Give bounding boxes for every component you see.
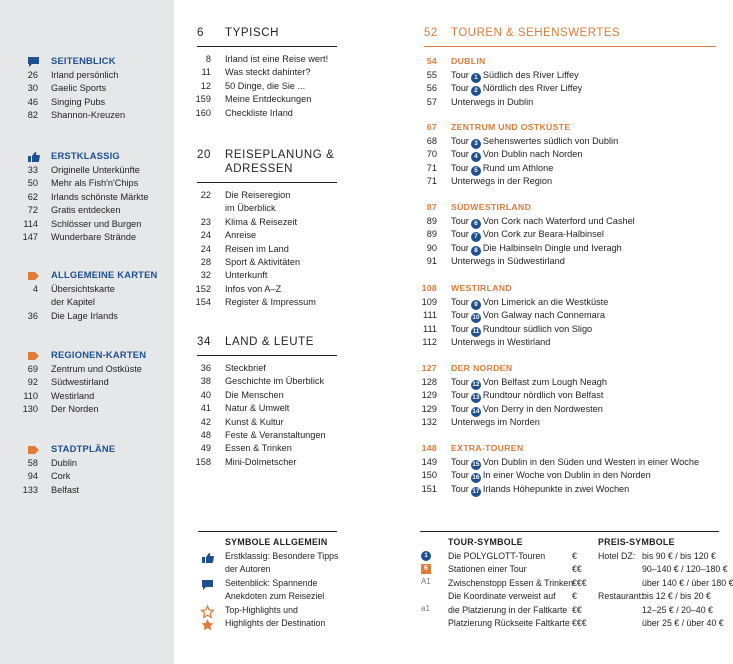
tour-item[interactable]: [451, 456, 699, 470]
tour-label: Unterwegs in Südwestirland: [451, 256, 565, 267]
chapter-page-number: 6: [197, 27, 204, 39]
region-page-number: 87: [426, 202, 437, 212]
price-euro-symbol: €€€: [572, 577, 587, 588]
tour-page-number: 150: [421, 470, 437, 481]
tour-label: Von Dublin nach Norden: [482, 149, 583, 160]
toc-item-label[interactable]: Natur & Umwelt: [225, 403, 290, 414]
arrow-flag-icon: [27, 350, 40, 364]
toc-item-label[interactable]: Die Menschen: [225, 389, 284, 400]
sidebar-page-number: 130: [22, 404, 38, 415]
toc-page-number: 41: [200, 403, 211, 414]
tour-label: Von Galway nach Connemara: [482, 310, 605, 321]
toc-page-number: 154: [195, 297, 211, 308]
legend-tour-text: Stationen einer Tour: [448, 564, 527, 575]
toc-item-label[interactable]: im Überblick: [225, 203, 276, 214]
sidebar-item-label[interactable]: Wunderbare Strände: [51, 232, 137, 242]
region-name: WESTIRLAND: [451, 283, 512, 293]
tour-label: Südlich des River Liffey: [482, 70, 579, 80]
toc-item-label[interactable]: Anreise: [225, 230, 257, 241]
tour-page-number: 57: [426, 96, 437, 107]
tour-number-badge: 11: [472, 327, 480, 335]
tour-page-number: 129: [421, 390, 437, 401]
sidebar-item-label[interactable]: Gratis entdecken: [51, 205, 121, 216]
tour-symbol-badge: 1: [421, 551, 431, 561]
tour-page-number: 111: [423, 323, 437, 334]
toc-item-label[interactable]: Irland ist eine Reise wert!: [225, 54, 329, 64]
tour-word: Tour: [451, 297, 469, 307]
tour-item[interactable]: [451, 96, 533, 109]
tour-number-badge: 12: [472, 381, 480, 388]
sidebar-page-number: 69: [27, 364, 38, 374]
toc-item-label[interactable]: Meine Entdeckungen: [225, 94, 312, 105]
coordinate-symbol: a1: [421, 603, 430, 613]
sidebar-page-number: 133: [22, 484, 38, 495]
toc-item-label[interactable]: Reisen im Land: [225, 243, 289, 254]
toc-page-number: 158: [195, 456, 211, 467]
price-category: Hotel DZ:: [598, 551, 636, 561]
tour-item[interactable]: [451, 483, 629, 497]
tour-page-number: 128: [421, 377, 437, 387]
thumbs-up-icon: [201, 551, 214, 569]
legend-tour-heading: TOUR-SYMBOLE: [448, 537, 523, 547]
toc-item-label[interactable]: Sport & Aktivitäten: [225, 257, 301, 267]
tour-page-number: 55: [426, 70, 437, 80]
tour-item[interactable]: [451, 148, 582, 162]
tour-word: Tour: [451, 403, 469, 414]
sidebar-page-number: 58: [27, 458, 38, 468]
tour-label: Irlands Höhepunkte in zwei Wochen: [482, 483, 630, 494]
tour-label: Unterwegs in Westirland: [451, 337, 551, 348]
legend-rule: [420, 531, 719, 532]
tour-page-number: 89: [426, 229, 437, 240]
speech-bubble-icon: [27, 56, 40, 70]
sidebar-item-label[interactable]: Singing Pubs: [51, 96, 106, 107]
sidebar-page-number: 30: [27, 83, 38, 94]
tour-page-number: 129: [421, 403, 437, 414]
sidebar-item-label[interactable]: Dublin: [51, 458, 78, 468]
legend-general-text: Seitenblick: Spannende: [225, 577, 318, 588]
tour-item[interactable]: [451, 175, 552, 188]
tour-page-number: 111: [423, 310, 437, 321]
region-page-number: 67: [426, 122, 437, 132]
region-name: ZENTRUM UND OSTKÜSTE: [451, 122, 571, 132]
tour-item[interactable]: [451, 296, 608, 310]
sidebar-section-heading: [51, 349, 146, 360]
tour-item[interactable]: [451, 82, 582, 96]
region-page-number: 108: [421, 283, 437, 293]
tour-label: Von Cork zur Beara-Halbinsel: [482, 229, 604, 240]
chapter-heading: [197, 26, 279, 40]
price-category: Restaurant:: [598, 591, 644, 602]
sidebar-page-number: 92: [27, 377, 38, 388]
toc-item-label[interactable]: Steckbrief: [225, 363, 266, 373]
toc-page-number: 32: [200, 270, 211, 281]
tours-page-number: 52: [424, 27, 438, 39]
sidebar-item-label[interactable]: Belfast: [51, 484, 80, 495]
tour-label: Rundtour nördlich von Belfast: [482, 390, 604, 401]
toc-page-number: 28: [200, 257, 211, 267]
tour-label: Von Belfast zum Lough Neagh: [482, 377, 607, 387]
thumbs-up-icon: [27, 151, 40, 165]
legend-general-heading: SYMBOLE ALLGEMEIN: [225, 537, 328, 547]
sidebar-item-label[interactable]: Die Lage Irlands: [51, 310, 118, 321]
tour-number-badge: 9: [471, 300, 481, 310]
sidebar-section-title: SEITENBLICK: [51, 55, 116, 66]
tour-item[interactable]: [451, 323, 592, 337]
price-range: über 140 € / über 180 €: [642, 577, 733, 588]
toc-page-number: 23: [200, 216, 211, 227]
chapter-rule: [197, 46, 337, 47]
legend-general-text: der Autoren: [225, 564, 271, 575]
tour-label: Unterwegs im Norden: [451, 417, 540, 428]
tour-word: Tour: [451, 390, 469, 401]
sidebar-page-number: 4: [32, 284, 38, 294]
toc-item-label[interactable]: Was steckt dahinter?: [225, 67, 311, 78]
toc-item-label[interactable]: Geschichte im Überblick: [225, 376, 325, 387]
legend-tour-text: Platzierung Rückseite Faltkarte: [448, 618, 570, 628]
tour-word: Tour: [451, 323, 469, 334]
legend-rule: [198, 531, 337, 532]
legend-tour-text: Die Koordinate verweist auf: [448, 591, 556, 602]
sidebar-item-label[interactable]: Übersichtskarte: [51, 284, 115, 294]
tour-word: Tour: [451, 149, 469, 160]
sidebar-page-number: 33: [27, 165, 38, 175]
toc-page-number: 12: [200, 80, 211, 91]
tour-label: Die Halbinseln Dingle und Iveragh: [482, 242, 622, 253]
tour-page-number: 89: [426, 216, 437, 226]
tours-title: TOUREN & SEHENSWERTES: [451, 27, 621, 39]
tour-number-badge: 16: [472, 474, 480, 482]
tours-heading: [424, 26, 620, 40]
tour-page-number: 71: [426, 176, 437, 187]
arrow-flag-icon: [27, 270, 40, 284]
tour-item[interactable]: [451, 135, 618, 149]
price-euro-symbol: €: [572, 551, 577, 561]
tour-item[interactable]: [451, 403, 603, 417]
chapter-title: [225, 148, 334, 176]
toc-page-number: 22: [200, 190, 211, 200]
sidebar-item-label[interactable]: Schlösser und Burgen: [51, 218, 142, 229]
tour-word: Tour: [451, 377, 469, 387]
coordinate-symbol: A1: [421, 576, 431, 586]
tour-label: Von Limerick an die Westküste: [482, 297, 609, 307]
sidebar-section-title: REGIONEN-KARTEN: [51, 349, 147, 360]
chapter-heading: [197, 335, 314, 349]
toc-item-label[interactable]: Essen & Trinken: [225, 443, 292, 454]
tour-number-badge: 5: [471, 166, 481, 176]
sidebar-page-number: 94: [27, 471, 38, 482]
tour-number-badge: 4: [471, 152, 481, 162]
sidebar-item-label[interactable]: Mehr als Fish'n'Chips: [51, 178, 139, 189]
toc-page-number: 152: [195, 283, 211, 294]
toc-page-number: 8: [205, 54, 211, 64]
tour-page-number: 68: [426, 136, 437, 146]
sidebar-page-number: 46: [27, 96, 38, 107]
tour-page-number: 91: [426, 256, 437, 267]
sidebar-page-number: 110: [23, 390, 38, 401]
sidebar-section-title: ERSTKLASSIG: [51, 150, 120, 161]
sidebar-section-heading: [51, 269, 158, 280]
sidebar-page-number: 62: [27, 191, 38, 202]
toc-item-label[interactable]: Register & Impressum: [225, 297, 316, 308]
tour-label: Rundtour südlich von Sligo: [482, 323, 593, 334]
region-page-number: 148: [421, 443, 437, 453]
sidebar-page-number: 114: [23, 218, 38, 229]
tour-label: Von Derry in den Nordwesten: [482, 403, 603, 414]
legend-general-text: Erstklassig: Besondere Tipps: [225, 551, 339, 561]
tour-number-badge: 3: [471, 139, 481, 149]
tour-item[interactable]: [451, 255, 565, 268]
toc-page-number: 49: [200, 443, 211, 454]
tour-word: Tour: [451, 216, 469, 226]
toc-page-number: 36: [200, 363, 211, 373]
tour-word: Tour: [451, 483, 469, 494]
sidebar-section-heading: [51, 443, 115, 454]
tour-word: Tour: [451, 229, 469, 240]
region-name: SÜDWESTIRLAND: [451, 202, 532, 212]
chapter-page-number: 20: [197, 149, 211, 161]
chapter-rule: [197, 355, 337, 356]
price-range: bis 12 € / bis 20 €: [642, 591, 711, 602]
chapter-title-line: TYPISCH: [225, 27, 280, 39]
tour-number-badge: 13: [472, 394, 480, 402]
tour-number-badge: 14: [472, 407, 480, 415]
sidebar-page-number: 82: [27, 110, 38, 121]
tour-label: Sehenswertes südlich von Dublin: [482, 136, 619, 146]
tour-item[interactable]: [451, 376, 607, 390]
tour-page-number: 151: [421, 483, 437, 494]
tour-number-badge: 15: [472, 461, 480, 468]
tour-label: Unterwegs in Dublin: [451, 96, 534, 107]
arrow-flag-icon: [27, 444, 40, 458]
tour-page-number: 132: [421, 417, 437, 428]
sidebar-item-label[interactable]: Gaelic Sports: [51, 83, 107, 94]
tour-label: Nördlich des River Liffey: [482, 83, 583, 94]
tour-number-badge: 10: [472, 314, 480, 322]
toc-page-number: 40: [200, 389, 211, 400]
region-name: EXTRA-TOUREN: [451, 443, 524, 453]
sidebar-page-number: 50: [27, 178, 38, 189]
region-name: DUBLIN: [451, 56, 486, 66]
price-euro-symbol: €: [572, 591, 577, 602]
tour-word: Tour: [451, 70, 469, 80]
tour-item[interactable]: [451, 215, 635, 229]
tour-item[interactable]: [451, 416, 540, 429]
legend-tour-text: die Platzierung in der Faltkarte: [448, 604, 568, 615]
region-page-number: 127: [421, 363, 437, 373]
toc-item-label[interactable]: 50 Dinge, die Sie ...: [225, 80, 306, 91]
toc-page-number: 38: [200, 376, 211, 387]
toc-page-number: 24: [200, 230, 211, 241]
chapter-title-line: ADRESSEN: [225, 163, 294, 175]
tour-item[interactable]: [451, 389, 603, 403]
tour-word: Tour: [451, 136, 469, 146]
speech-bubble-icon: [201, 578, 214, 596]
tour-page-number: 70: [426, 149, 437, 160]
region-page-number: 54: [426, 56, 437, 66]
tour-word: Tour: [451, 242, 469, 253]
tour-item[interactable]: [451, 162, 553, 176]
price-range: 12–25 € / 20–40 €: [642, 604, 713, 615]
chapter-rule: [197, 182, 337, 183]
sidebar-page-number: 36: [27, 310, 38, 321]
tour-word: Tour: [451, 162, 469, 173]
tour-page-number: 90: [426, 242, 437, 253]
sidebar-item-label[interactable]: Der Norden: [51, 404, 99, 415]
toc-item-label[interactable]: Die Reiseregion: [225, 190, 291, 200]
legend-general-text: Top-Highlights und: [225, 604, 298, 615]
tours-rule: [424, 46, 716, 47]
tour-label: Rund um Athlone: [482, 162, 554, 173]
price-euro-symbol: €€: [572, 564, 582, 575]
chapter-title: [225, 335, 314, 349]
chapter-title-line: LAND & LEUTE: [225, 336, 315, 348]
toc-page-number: 24: [200, 243, 211, 254]
tour-label: In einer Woche von Dublin in den Norden: [482, 470, 651, 481]
legend-general-text: Anekdoten zum Reiseziel: [225, 591, 325, 602]
toc-item-label[interactable]: Mini-Dolmetscher: [225, 456, 297, 467]
sidebar-item-label[interactable]: Originelle Unterkünfte: [51, 165, 140, 175]
price-euro-symbol: €€: [572, 604, 582, 615]
sidebar-item-label[interactable]: Zentrum und Ostküste: [51, 364, 142, 374]
sidebar-item-label[interactable]: Irlands schönste Märkte: [51, 191, 149, 202]
tour-page-number: 56: [426, 83, 437, 94]
tour-word: Tour: [451, 470, 469, 481]
star-icon: [201, 618, 214, 636]
toc-page-number: 11: [201, 67, 211, 78]
toc-item-label[interactable]: Checkliste Irland: [225, 107, 293, 118]
price-range: 90–140 € / 120–180 €: [642, 564, 728, 575]
chapter-title: [225, 26, 279, 40]
tour-number-badge: 17: [472, 487, 480, 495]
price-range: bis 90 € / bis 120 €: [642, 551, 716, 561]
sidebar-item-label[interactable]: Westirland: [51, 390, 95, 401]
tour-page-number: 109: [421, 297, 437, 307]
tour-page-number: 71: [426, 162, 437, 173]
tour-word: Tour: [451, 457, 469, 467]
tour-word: Tour: [451, 310, 469, 321]
sidebar-item-label[interactable]: Cork: [51, 471, 71, 482]
toc-item-label[interactable]: Infos von A–Z: [225, 283, 282, 294]
sidebar-section-title: STADTPLÄNE: [51, 443, 116, 454]
sidebar-item-label[interactable]: Shannon-Kreuzen: [51, 110, 126, 121]
tour-item[interactable]: [451, 242, 622, 256]
tour-number-badge: 7: [471, 232, 481, 242]
tour-number-badge: 6: [471, 219, 481, 229]
tour-word: Tour: [451, 83, 469, 94]
region-name: DER NORDEN: [451, 363, 513, 373]
tour-label: Von Cork nach Waterford und Cashel: [482, 216, 635, 226]
sidebar-item-label[interactable]: der Kapitel: [51, 297, 95, 308]
chapter-page-number: 34: [197, 336, 211, 348]
price-euro-symbol: €€€: [572, 618, 587, 628]
toc-item-label[interactable]: Feste & Veranstaltungen: [225, 430, 326, 440]
tour-number-badge: 2: [471, 86, 481, 96]
tour-page-number: 112: [422, 337, 437, 348]
price-range: über 25 € / über 40 €: [642, 618, 724, 628]
tour-item[interactable]: [451, 309, 605, 323]
tour-label: Von Dublin in den Süden und Westen in einer Woche: [482, 457, 700, 467]
toc-item-label[interactable]: Kunst & Kultur: [225, 416, 284, 427]
tour-number-badge: 1: [471, 73, 481, 83]
sidebar-item-label[interactable]: Südwestirland: [51, 377, 109, 388]
toc-item-label[interactable]: Unterkunft: [225, 270, 268, 281]
sidebar-section-heading: [51, 55, 116, 66]
sidebar-item-label[interactable]: Irland persönlich: [51, 70, 119, 80]
toc-page-number: 42: [200, 416, 211, 427]
toc-page-number: 159: [195, 94, 211, 105]
chapter-heading: [197, 148, 334, 176]
sidebar-page-number: 26: [27, 70, 38, 80]
tour-item[interactable]: [451, 469, 651, 483]
toc-page-number: 160: [195, 107, 211, 118]
toc-item-label[interactable]: Klima & Reisezeit: [225, 216, 297, 227]
sidebar-section-heading: [51, 150, 120, 161]
tour-item[interactable]: [451, 69, 579, 83]
legend-tour-text: Zwischenstopp Essen & Trinken: [448, 577, 574, 588]
tour-label: Unterwegs in der Region: [451, 176, 553, 187]
sidebar-section-title: ALLGEMEINE KARTEN: [51, 269, 158, 280]
station-symbol: 6: [421, 564, 431, 574]
legend-general-text: Highlights der Destination: [225, 618, 326, 628]
tour-page-number: 149: [421, 457, 437, 467]
sidebar-page-number: 72: [27, 205, 38, 216]
sidebar-page-number: 147: [22, 232, 38, 242]
toc-page-number: 48: [200, 430, 211, 440]
tour-number-badge: 8: [471, 246, 481, 256]
chapter-title-line: REISEPLANUNG &: [225, 149, 335, 161]
tour-item[interactable]: [451, 228, 604, 242]
legend-price-heading: PREIS-SYMBOLE: [598, 537, 675, 547]
legend-tour-text: Die POLYGLOTT-Touren: [448, 551, 546, 561]
tour-item[interactable]: [451, 336, 550, 349]
